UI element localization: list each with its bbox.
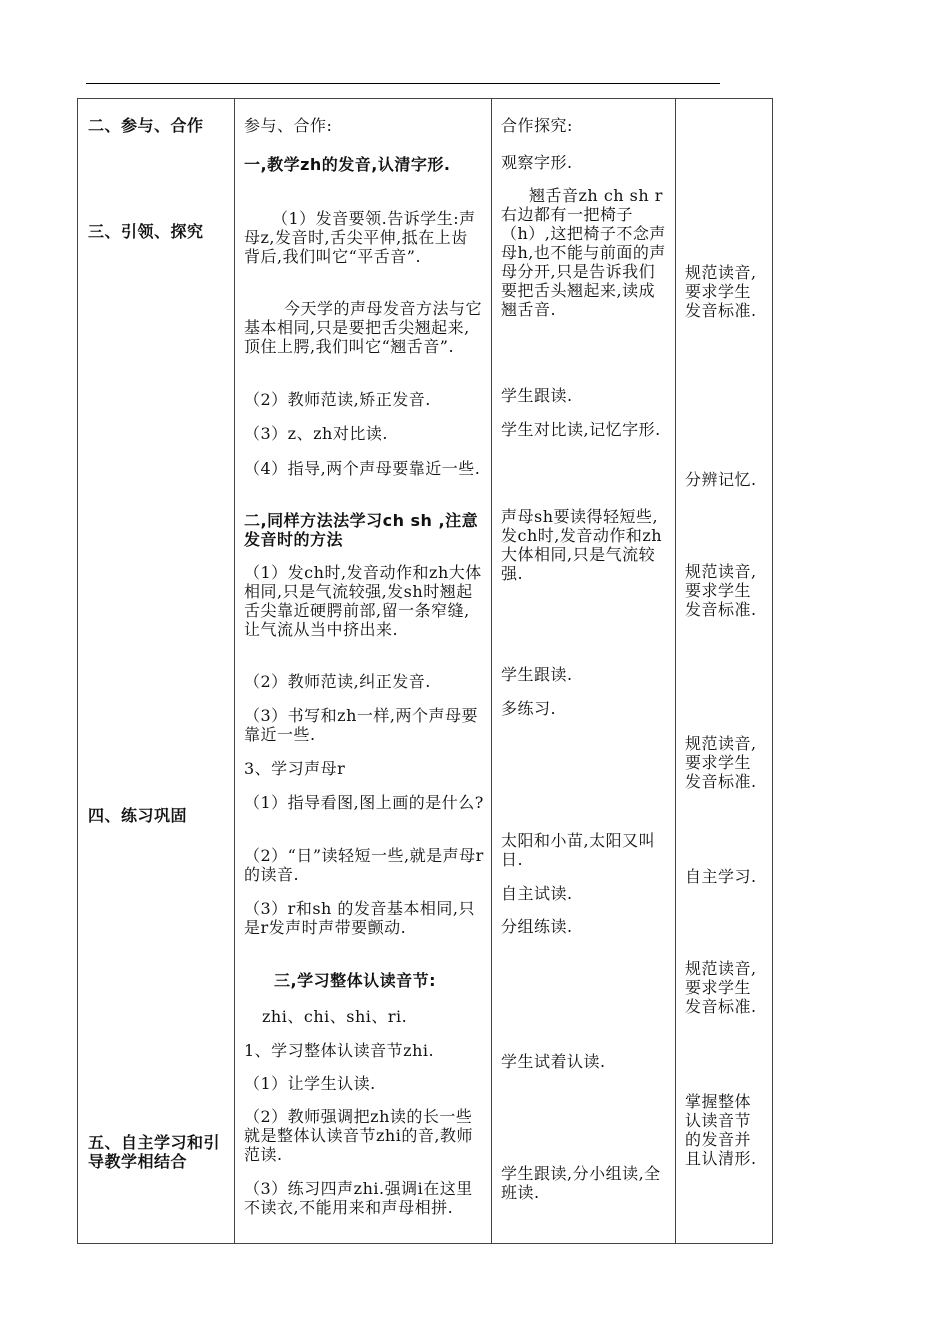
teacher-step: （1）让学生认读.: [244, 1074, 376, 1093]
student-activity: 学生对比读,记忆字形.: [501, 420, 661, 439]
section-heading-zh: 一,教学zh的发音,认清字形.: [244, 155, 451, 174]
teacher-step: 1、学习整体认读音节zhi.: [244, 1041, 435, 1060]
teacher-step: （3）z、zh对比读.: [244, 424, 388, 443]
teacher-step: zhi、chi、shi、ri.: [262, 1007, 408, 1026]
design-note: 规范读音,要求学生发音标准.: [685, 734, 757, 791]
teacher-step: （3）练习四声zhi.强调i在这里不读衣,不能用来和声母相拼.: [244, 1179, 473, 1217]
student-activity: 多练习.: [501, 699, 557, 718]
teacher-step: （1）发音要领.告诉学生:声母z,发音时,舌尖平伸,抵在上齿背后,我们叫它“平舌音”.: [244, 209, 476, 266]
teacher-step: （1）发ch时,发音动作和zh大体相同,只是气流较强,发sh时翘起舌尖靠近硬腭前部,留一条窄缝,让气流从当中挤出来.: [244, 563, 482, 639]
student-activity: 合作探究:: [501, 116, 573, 135]
teacher-step: 3、学习声母r: [244, 759, 346, 778]
teacher-step: （3）书写和zh一样,两个声母要靠近一些.: [244, 706, 479, 744]
column-divider: [675, 99, 676, 1243]
student-activity: 观察字形.: [501, 153, 573, 172]
header-rule: [86, 83, 720, 84]
section-heading-ch-sh: 二,同样方法法学习ch sh ,注意发音时的方法: [244, 511, 479, 549]
stage-guide-explore: 三、引领、探究: [88, 222, 204, 241]
section-heading-syllables: 三,学习整体认读音节:: [274, 971, 436, 990]
student-activity: 学生跟读.: [501, 665, 573, 684]
stage-self-study: 五、自主学习和引导教学相结合: [88, 1133, 221, 1171]
teacher-step: （3）r和sh 的发音基本相同,只是r发声时声带要颤动.: [244, 899, 476, 937]
student-activity: 学生跟读.: [501, 386, 573, 405]
student-activity: 学生试着认读.: [501, 1052, 606, 1071]
stage-practice: 四、练习巩固: [88, 806, 188, 825]
design-note: 分辨记忆.: [685, 470, 757, 489]
student-activity: 太阳和小苗,太阳又叫日.: [501, 831, 656, 869]
design-note: 自主学习.: [685, 867, 757, 886]
design-note: 掌握整体认读音节的发音并且认清形.: [685, 1092, 757, 1168]
column-divider: [234, 99, 235, 1243]
teacher-step: （2）“日”读轻短一些,就是声母r的读音.: [244, 846, 484, 884]
student-activity: 声母sh要读得轻短些,发ch时,发音动作和zh大体相同,只是气流较强.: [501, 507, 663, 583]
student-activity: 分组练读.: [501, 917, 573, 936]
student-activity: 学生跟读,分小组读,全班读.: [501, 1164, 661, 1202]
lesson-plan-table: [77, 98, 773, 1244]
teacher-step: （2）教师范读,纠正发音.: [244, 672, 431, 691]
student-activity: 自主试读.: [501, 884, 573, 903]
teacher-step: （1）指导看图,图上画的是什么?: [244, 793, 484, 812]
teacher-intro: 参与、合作:: [244, 116, 333, 135]
student-activity: 翘舌音zh ch sh r右边都有一把椅子（h）,这把椅子不念声母h,也不能与前面的声母分开,只是告诉我们要把舌头翘起来,读成翘舌音.: [501, 186, 666, 319]
stage-participate: 二、参与、合作: [88, 116, 204, 135]
design-note: 规范读音,要求学生发音标准.: [685, 263, 757, 320]
teacher-step: （2）教师强调把zh读的长一些就是整体认读音节zhi的音,教师范读.: [244, 1107, 473, 1164]
teacher-step: （2）教师范读,矫正发音.: [244, 390, 431, 409]
teacher-step: 今天学的声母发音方法与它基本相同,只是要把舌尖翘起来,顶住上腭,我们叫它“翘舌音”.: [244, 299, 483, 356]
design-note: 规范读音,要求学生发音标准.: [685, 959, 757, 1016]
column-divider: [491, 99, 492, 1243]
design-note: 规范读音,要求学生发音标准.: [685, 562, 757, 619]
teacher-step: （4）指导,两个声母要靠近一些.: [244, 459, 481, 478]
